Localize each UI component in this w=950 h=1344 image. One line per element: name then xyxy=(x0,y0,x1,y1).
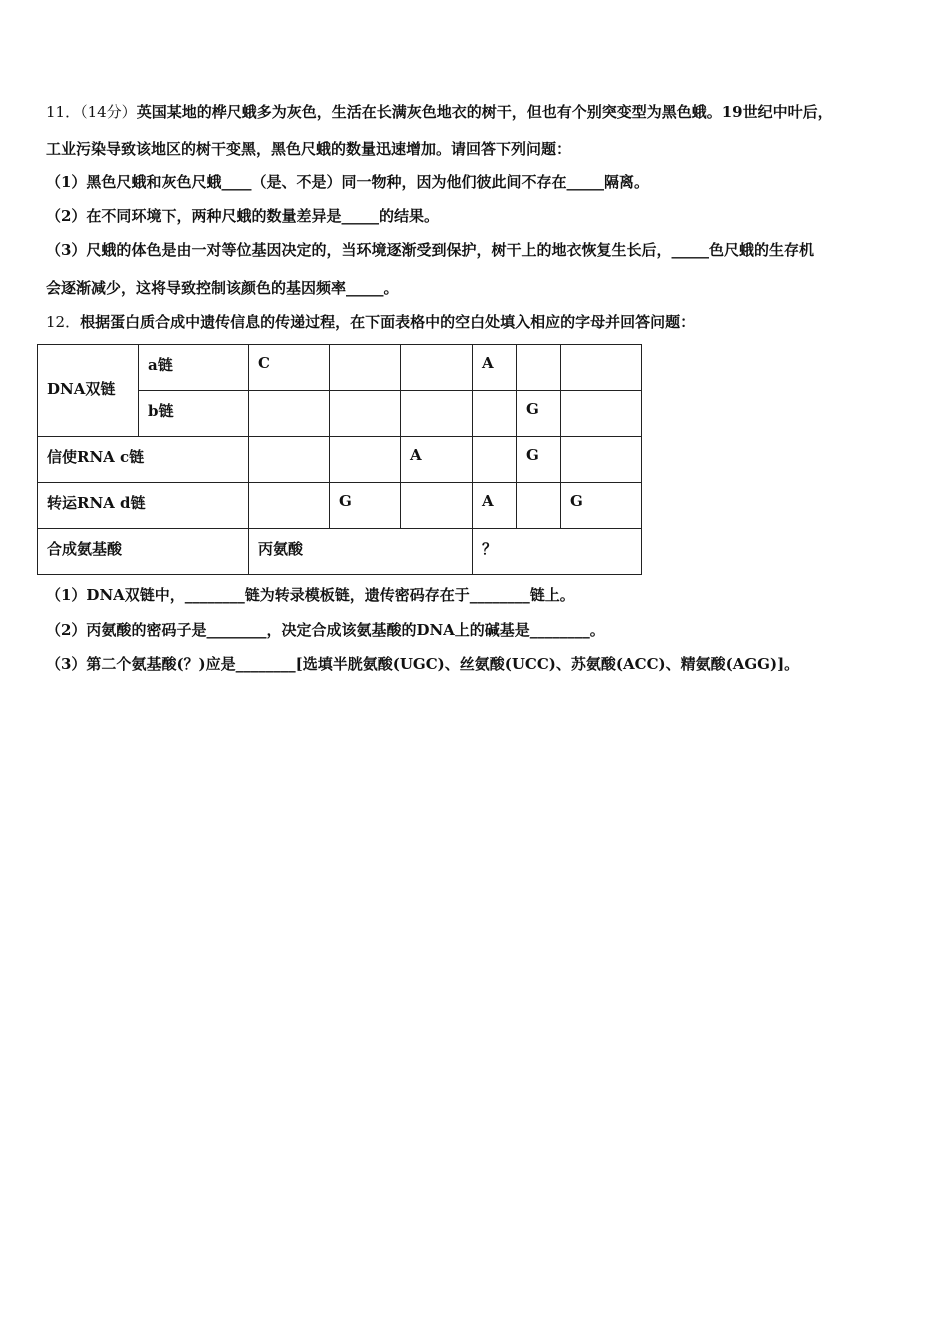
cell-a-2 xyxy=(330,345,401,391)
q12-subquestion-3: （3）第二个氨基酸(？)应是________[选填半胱氨酸(UGC)、丝氨酸(UCC)、苏氨酸(ACC)、精氨酸(AGG)]。 xyxy=(46,655,800,673)
mrna-c-strand-label: 信使RNA c链 xyxy=(38,437,249,483)
q11-line2: 工业污染导致该地区的树干变黑，黑色尺蛾的数量迅速增加。请回答下列问题： xyxy=(46,140,572,158)
q11-number: 11．（14分） xyxy=(46,103,137,121)
cell-d-2: G xyxy=(330,483,401,529)
cell-d-4: A xyxy=(473,483,517,529)
dna-double-strand-label: DNA双链 xyxy=(38,345,139,437)
cell-b-1 xyxy=(249,391,330,437)
cell-c-6 xyxy=(561,437,642,483)
amino-acid-second: ？ xyxy=(473,529,642,575)
q11-text-line1: 英国某地的桦尺蛾多为灰色，生活在长满灰色地衣的树干，但也有个别突变型为黑色蛾。19世纪中叶后， xyxy=(136,103,833,121)
cell-b-3 xyxy=(401,391,473,437)
q11-subquestion-2: （2）在不同环境下，两种尺蛾的数量差异是_____的结果。 xyxy=(46,207,439,225)
q11-line1 xyxy=(46,102,833,122)
a-strand-label: a链 xyxy=(139,345,249,391)
b-strand-label: b链 xyxy=(139,391,249,437)
cell-c-1 xyxy=(249,437,330,483)
cell-d-5 xyxy=(517,483,561,529)
q11-subquestion-3-line2: 会逐渐减少，这将导致控制该颜色的基因频率_____。 xyxy=(46,279,399,297)
cell-a-6 xyxy=(561,345,642,391)
q11-subquestion-3-line1: （3）尺蛾的体色是由一对等位基因决定的，当环境逐渐受到保护，树干上的地衣恢复生长后，_____色尺蛾的生存机 xyxy=(46,241,814,259)
q12-subquestion-2: （2）丙氨酸的密码子是________，决定合成该氨基酸的DNA上的碱基是________。 xyxy=(46,621,605,639)
table-row-a xyxy=(38,345,642,391)
table-row-amino-acid xyxy=(38,529,642,575)
cell-c-2 xyxy=(330,437,401,483)
trna-d-strand-label: 转运RNA d链 xyxy=(38,483,249,529)
q12-number: 12． xyxy=(46,313,81,331)
q12-subquestion-1: （1）DNA双链中，________链为转录模板链，遗传密码存在于________链上。 xyxy=(46,586,575,604)
table-row-d xyxy=(38,483,642,529)
q12-intro: 根据蛋白质合成中遗传信息的传递过程，在下面表格中的空白处填入相应的字母并回答问题： xyxy=(80,313,696,331)
cell-c-5: G xyxy=(517,437,561,483)
table-row-c xyxy=(38,437,642,483)
cell-a-5 xyxy=(517,345,561,391)
q12-intro-line xyxy=(46,312,695,332)
cell-c-3: A xyxy=(401,437,473,483)
cell-d-6: G xyxy=(561,483,642,529)
cell-d-3 xyxy=(401,483,473,529)
cell-c-4 xyxy=(473,437,517,483)
cell-b-4 xyxy=(473,391,517,437)
cell-b-2 xyxy=(330,391,401,437)
q11-subquestion-1: （1）黑色尺蛾和灰色尺蛾____（是、不是）同一物种，因为他们彼此间不存在_____隔离。 xyxy=(46,173,649,191)
cell-b-5: G xyxy=(517,391,561,437)
amino-acid-label: 合成氨基酸 xyxy=(38,529,249,575)
gene-expression-table xyxy=(37,344,642,575)
cell-a-3 xyxy=(401,345,473,391)
cell-b-6 xyxy=(561,391,642,437)
cell-a-4: A xyxy=(473,345,517,391)
cell-a-1: C xyxy=(249,345,330,391)
amino-acid-first: 丙氨酸 xyxy=(249,529,473,575)
cell-d-1 xyxy=(249,483,330,529)
